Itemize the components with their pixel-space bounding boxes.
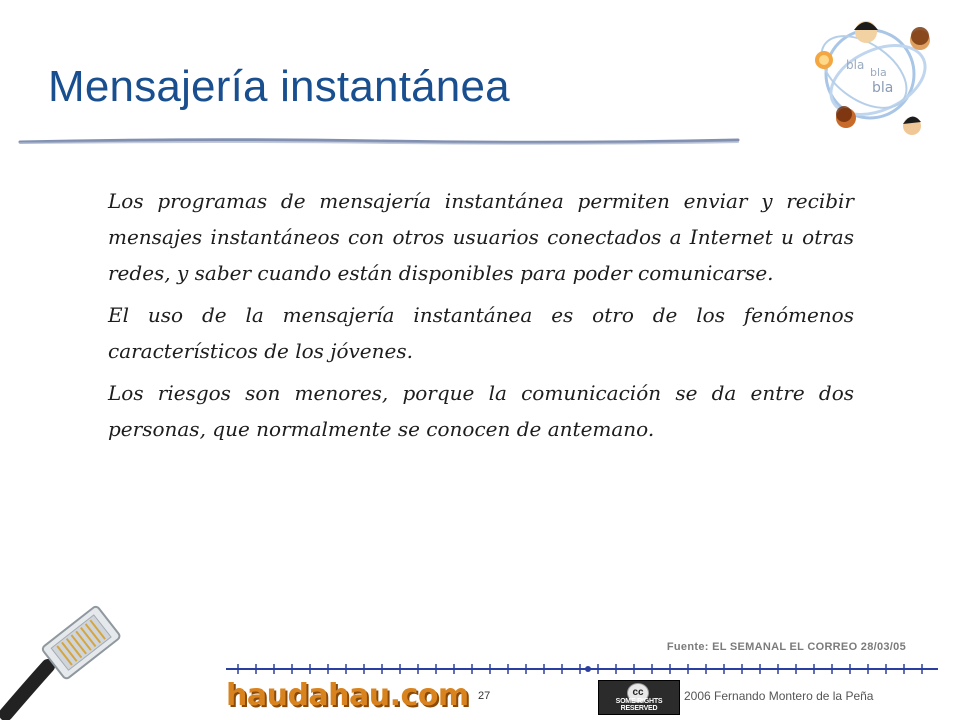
network-cable-illustration — [0, 596, 140, 720]
person-icon — [815, 51, 833, 69]
slide-title: Mensajería instantánea — [48, 62, 510, 111]
person-icon — [910, 27, 930, 50]
timeline-marker — [585, 666, 591, 672]
brand-logo[interactable]: haudahau.com — [226, 678, 469, 713]
bubble-word: bla — [846, 58, 865, 72]
person-icon — [854, 21, 878, 43]
person-icon — [903, 116, 921, 135]
cc-icon: cc — [627, 683, 649, 703]
paragraph: Los riesgos son menores, porque la comunicación se da entre dos personas, que normalmente se conocen de antemano. — [108, 381, 854, 441]
copyright-notice: 2006 Fernando Montero de la Peña — [684, 689, 874, 703]
page-number: 27 — [478, 690, 491, 702]
messenger-logo-illustration — [808, 14, 940, 144]
creative-commons-badge[interactable] — [598, 680, 680, 715]
title-underline — [18, 136, 740, 146]
bubble-word: bla — [870, 66, 887, 79]
person-icon — [836, 106, 856, 128]
cc-label: SOME RIGHTS RESERVED — [615, 698, 663, 712]
paragraph: Los programas de mensajería instantánea permiten enviar y recibir mensajes instantáneos con otros usuarios conectados a Internet u otras redes, y saber cuando están disponibles para poder comunicarse. — [108, 189, 854, 285]
bubble-word: bla — [872, 80, 894, 96]
paragraph: El uso de la mensajería instantánea es otro de los fenómenos característicos de los jóvenes. — [108, 303, 854, 363]
slide-body — [108, 183, 854, 453]
footer-timeline — [226, 660, 940, 678]
source-citation: Fuente: EL SEMANAL EL CORREO 28/03/05 — [666, 641, 906, 653]
